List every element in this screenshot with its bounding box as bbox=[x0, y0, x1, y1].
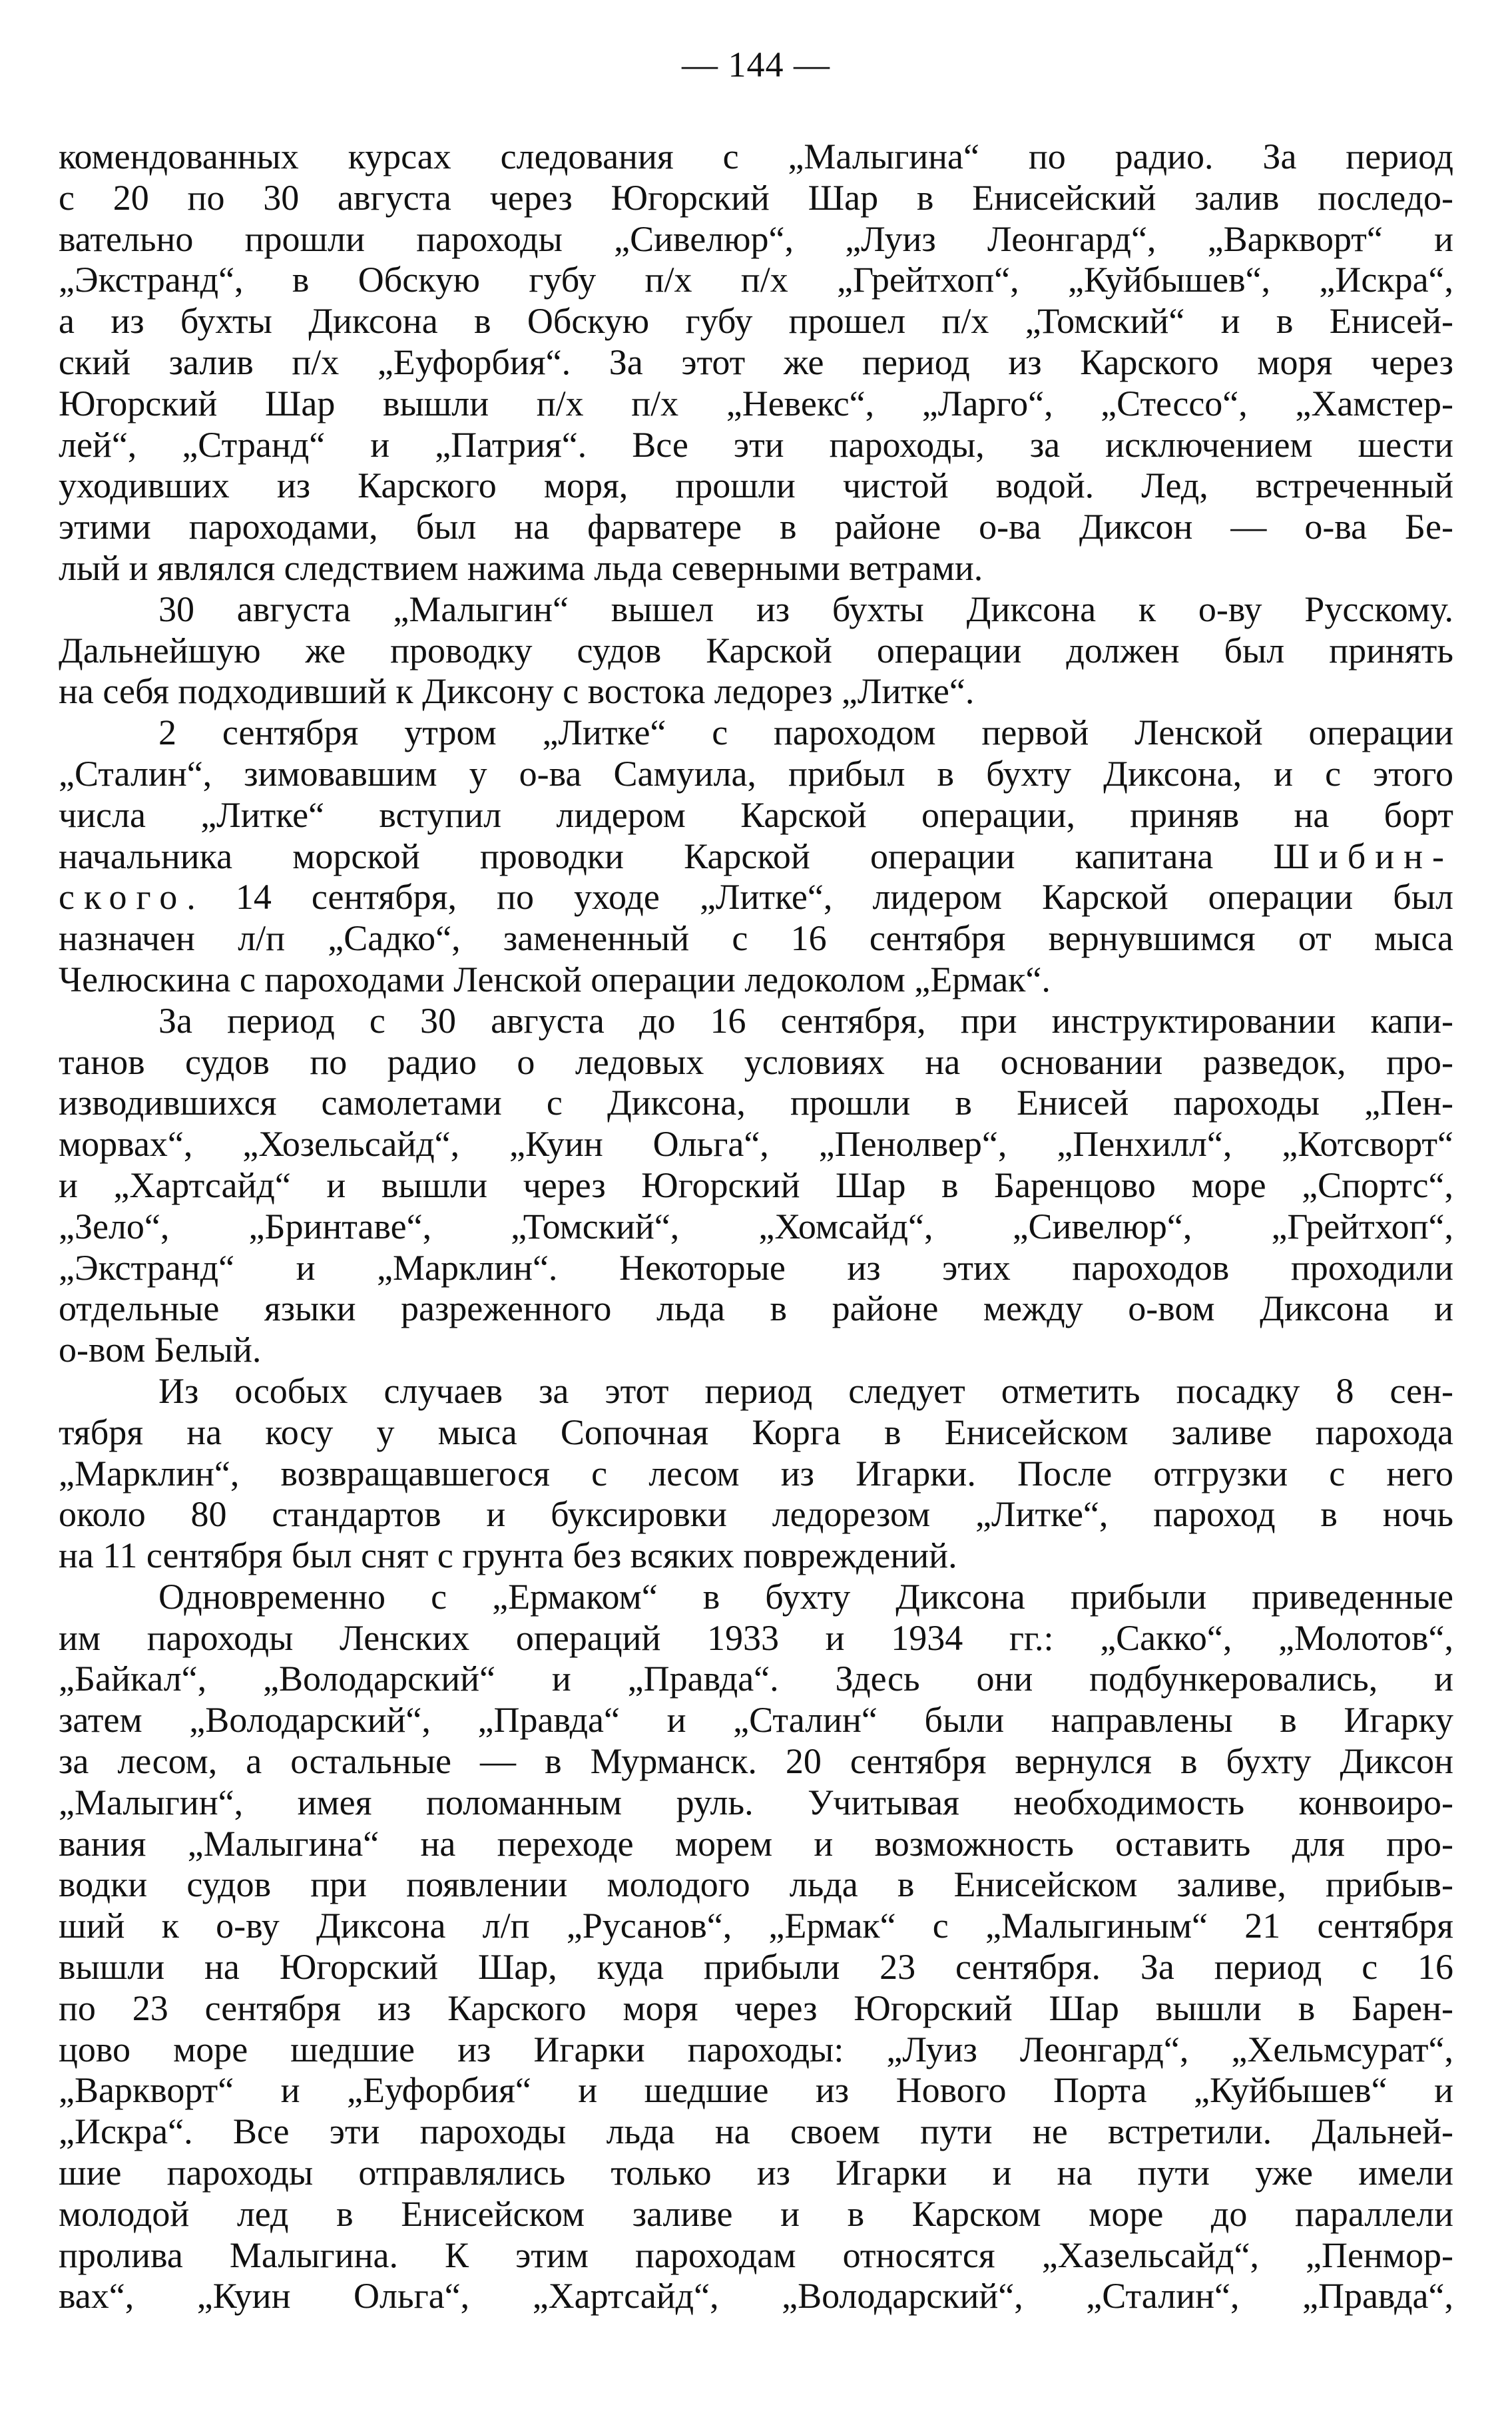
text-line: Югорский Шар вышли п/х п/х „Невекс“, „Ларго“, „Стессо“, „Хамстер- bbox=[59, 383, 1453, 423]
text-line: о-вом Белый. bbox=[59, 1330, 262, 1370]
text-line: по 23 сентября из Карского моря через Югорский Шар вышли в Барен- bbox=[59, 1988, 1453, 2028]
text-line: и „Хартсайд“ и вышли через Югорский Шар в Баренцово море „Спортс“, bbox=[59, 1165, 1453, 1205]
text-line: лый и являлся следствием нажима льда северными ветрами. bbox=[59, 547, 983, 588]
line-text: . 14 сентября, по уходе „Литке“, лидером Карской операции был bbox=[186, 877, 1453, 918]
text-line: около 80 стандартов и буксировки ледорезом „Литке“, пароход в ночь bbox=[59, 1494, 1453, 1535]
text-line: „Искра“. Все эти пароходы льда на своем пути не встретили. Дальней- bbox=[59, 2111, 1453, 2152]
text-line: вышли на Югорский Шар, куда прибыли 23 сентября. За период с 16 bbox=[59, 1947, 1453, 1988]
text-line: изводившихся самолетами с Диксона, прошли в Енисей пароходы „Пен- bbox=[59, 1083, 1453, 1123]
text-line: Из особых случаев за этот период следует отметить посадку 8 сен- bbox=[158, 1370, 1453, 1411]
text-line: затем „Володарский“, „Правда“ и „Сталин“ были направлены в Игарку bbox=[59, 1700, 1453, 1741]
text-line: шие пароходы отправлялись только из Игарки и на пути уже имели bbox=[59, 2153, 1453, 2193]
text-line bbox=[59, 836, 1453, 878]
text-line: отдельные языки разреженного льда в районе между о-вом Диксона и bbox=[59, 1288, 1453, 1329]
text-line: цово море шедшие из Игарки пароходы: „Луиз Леонгард“, „Хельмсурат“, bbox=[59, 2029, 1453, 2069]
page-number: — 144 — bbox=[682, 45, 830, 85]
text-line: „Варкворт“ и „Еуфорбия“ и шедшие из Нового Порта „Куйбышев“ и bbox=[59, 2070, 1453, 2111]
text-line: за лесом, а остальные — в Мурманск. 20 сентября вернулся в бухту Диксон bbox=[59, 1741, 1453, 1782]
text-line: „Сталин“, зимовавшим у о-ва Самуила, прибыл в бухту Диксона, и с этого bbox=[59, 753, 1453, 794]
text-line: „Марклин“, возвращавшегося с лесом из Игарки. После отгрузки с него bbox=[59, 1453, 1453, 1493]
text-line: числа „Литке“ вступил лидером Карской операции, приняв на борт bbox=[59, 794, 1453, 835]
text-line: им пароходы Ленских операций 1933 и 1934 гг.: „Сакко“, „Молотов“, bbox=[59, 1617, 1453, 1658]
text-line: комендованных курсах следования с „Малыгина“ по радио. За период bbox=[59, 136, 1453, 176]
text-line: танов судов по радио о ледовых условиях на основании разведок, про- bbox=[59, 1041, 1453, 1082]
text-line: этими пароходами, был на фарватере в районе о-ва Диксон — о-ва Бе- bbox=[59, 507, 1453, 547]
text-line: Дальнейшую же проводку судов Карской операции должен был принять bbox=[59, 630, 1453, 671]
text-line: лей“, „Странд“ и „Патрия“. Все эти пароходы, за исключением шести bbox=[59, 424, 1453, 465]
text-line: морвах“, „Хозельсайд“, „Куин Ольга“, „Пенолвер“, „Пенхилл“, „Котсворт“ bbox=[59, 1124, 1453, 1165]
spaced-word: Шибин- bbox=[1273, 836, 1453, 876]
text-line: с 20 по 30 августа через Югорский Шар в Енисейский залив последо- bbox=[59, 177, 1453, 218]
text-line: „Малыгин“, имея поломанным руль. Учитывая необходимость конвоиро- bbox=[59, 1782, 1453, 1822]
text-line: а из бухты Диксона в Обскую губу прошел п/х „Томский“ и в Енисей- bbox=[59, 301, 1453, 342]
text-line: назначен л/п „Садко“, замененный с 16 сентября вернувшимся от мыса bbox=[59, 918, 1453, 959]
body-text bbox=[59, 136, 1453, 2317]
text-line: „Экстранд“, в Обскую губу п/х п/х „Грейтхоп“, „Куйбышев“, „Искра“, bbox=[59, 260, 1453, 300]
text-line: вах“, „Куин Ольга“, „Хартсайд“, „Володарский“, „Сталин“, „Правда“, bbox=[59, 2276, 1453, 2316]
text-line: молодой лед в Енисейском заливе и в Карском море до параллели bbox=[59, 2193, 1453, 2234]
text-line: на себя подходивший к Диксону с востока ледорез „Литке“. bbox=[59, 671, 975, 712]
text-line: 2 сентября утром „Литке“ с пароходом первой Ленской операции bbox=[158, 712, 1453, 753]
text-line: „Экстранд“ и „Марклин“. Некоторые из этих пароходов проходили bbox=[59, 1247, 1453, 1288]
text-line bbox=[59, 877, 1453, 918]
text-line: вания „Малыгина“ на переходе морем и возможность оставить для про- bbox=[59, 1823, 1453, 1864]
text-line: ский залив п/х „Еуфорбия“. За этот же период из Карского моря через bbox=[59, 342, 1453, 382]
text-line: Челюскина с пароходами Ленской операции ледоколом „Ермак“. bbox=[59, 959, 1051, 999]
line-text: начальника морской проводки Карской операции капитана bbox=[59, 836, 1274, 876]
text-line: тября на косу у мыса Сопочная Корга в Енисейском заливе парохода bbox=[59, 1412, 1453, 1452]
text-line: на 11 сентября был снят с грунта без всяких повреждений. bbox=[59, 1535, 957, 1576]
text-line: 30 августа „Малыгин“ вышел из бухты Диксона к о-ву Русскому. bbox=[158, 589, 1453, 629]
spaced-word: ского bbox=[59, 877, 187, 918]
text-line: Одновременно с „Ермаком“ в бухту Диксона прибыли приведенные bbox=[158, 1576, 1453, 1617]
text-line: За период с 30 августа до 16 сентября, при инструктировании капи- bbox=[158, 1000, 1453, 1041]
text-line: „Байкал“, „Володарский“ и „Правда“. Здесь они подбункеровались, и bbox=[59, 1659, 1453, 1699]
text-line: водки судов при появлении молодого льда в Енисейском заливе, прибыв- bbox=[59, 1864, 1453, 1905]
text-line: уходивших из Карского моря, прошли чистой водой. Лед, встреченный bbox=[59, 465, 1453, 506]
text-line: ший к о-ву Диксона л/п „Русанов“, „Ермак“ с „Малыгиным“ 21 сентября bbox=[59, 1906, 1453, 1946]
text-line: „Зело“, „Бринтаве“, „Томский“, „Хомсайд“, „Сивелюр“, „Грейтхоп“, bbox=[59, 1206, 1453, 1246]
text-line: вательно прошли пароходы „Сивелюр“, „Луиз Леонгард“, „Варкворт“ и bbox=[59, 218, 1453, 259]
text-line: пролива Малыгина. К этим пароходам относятся „Хазельсайд“, „Пенмор- bbox=[59, 2235, 1453, 2275]
